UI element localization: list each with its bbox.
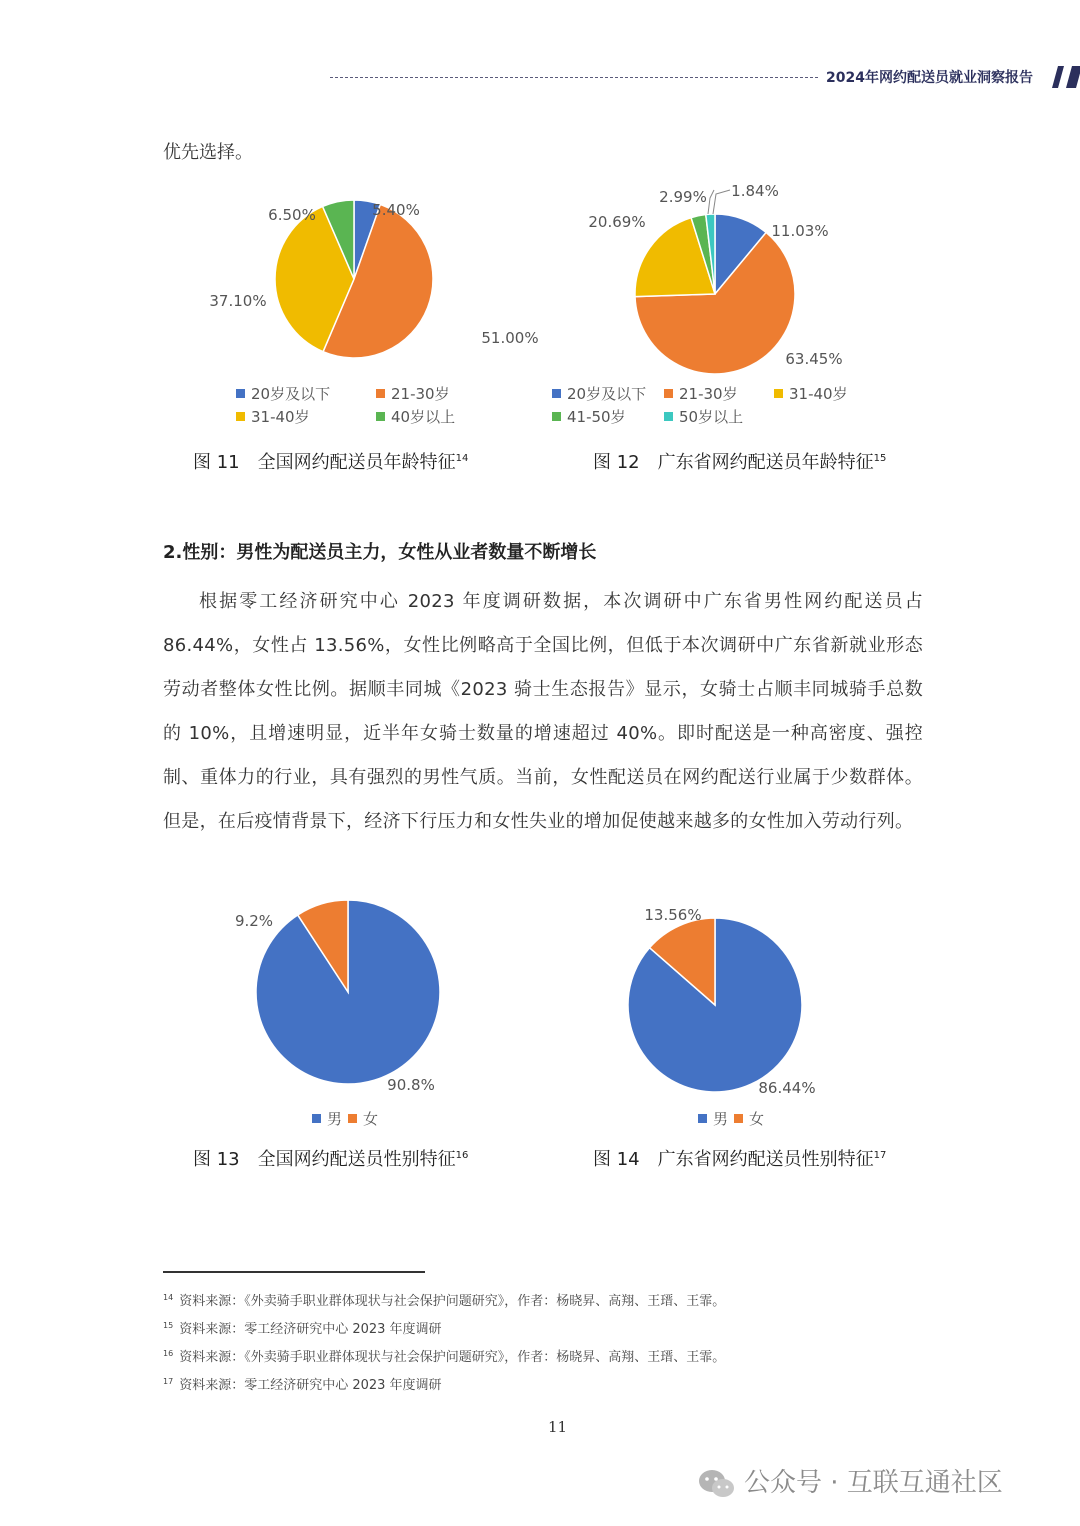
legend-item: 20岁及以下 [236, 383, 330, 404]
legend-item: 31-40岁 [774, 383, 848, 404]
slice-label: 2.99% [659, 188, 707, 206]
chart-11 [200, 180, 540, 390]
legend-11 [236, 383, 536, 433]
legend-14 [698, 1108, 818, 1130]
caption-13: 图 13 全国网约配送员性别特征$^{16}$ [193, 1149, 469, 1170]
legend-12 [552, 383, 882, 433]
legend-13 [312, 1108, 432, 1130]
slice-label: 11.03% [771, 222, 829, 240]
legend-item: 31-40岁 [236, 406, 310, 427]
pie-chart-13 [220, 895, 480, 1105]
chart-13 [220, 895, 480, 1105]
footnote: $^{16}$ 资料来源：《外卖骑手职业群体现状与社会保护问题研究》，作者：杨晓昇、高翔、王瑨、王霏。 [163, 1348, 726, 1365]
pie-chart-12 [580, 180, 880, 390]
slice-label: 20.69% [588, 213, 646, 231]
legend-item: 50岁以上 [664, 406, 743, 427]
footnote: $^{15}$ 资料来源：零工经济研究中心 2023 年度调研 [163, 1320, 442, 1337]
legend-item: 女 [348, 1108, 378, 1129]
legend-item: 女 [734, 1108, 764, 1129]
caption-12: 图 12 广东省网约配送员年龄特征$^{15}$ [593, 452, 887, 473]
lead-text: 优先选择。 [163, 142, 253, 163]
watermark: 公众号 · 互联互通社区 [698, 1462, 1003, 1500]
footnote: $^{17}$ 资料来源：零工经济研究中心 2023 年度调研 [163, 1376, 442, 1393]
leader-line [713, 190, 730, 214]
section-heading: 2.性别：男性为配送员主力，女性从业者数量不断增长 [163, 542, 597, 563]
wechat-icon [698, 1468, 736, 1500]
legend-item: 41-50岁 [552, 406, 626, 427]
caption-14: 图 14 广东省网约配送员性别特征$^{17}$ [593, 1149, 887, 1170]
header-rule [330, 77, 818, 78]
slice-label: 90.8% [387, 1076, 435, 1094]
slice-label: 51.00% [481, 329, 539, 347]
legend-item: 21-30岁 [376, 383, 450, 404]
header-slash-mark [1052, 66, 1080, 88]
slice-label: 13.56% [644, 906, 702, 924]
chart-12 [580, 180, 880, 390]
legend-item: 男 [312, 1108, 342, 1129]
page-number: 11 [548, 1418, 568, 1436]
footnote: $^{14}$ 资料来源：《外卖骑手职业群体现状与社会保护问题研究》，作者：杨晓昇、高翔、王瑨、王霏。 [163, 1292, 726, 1309]
footnote-rule [163, 1271, 425, 1273]
slice-label: 5.40% [372, 201, 420, 219]
slice-label: 86.44% [758, 1079, 816, 1097]
slice-label: 9.2% [234, 912, 274, 930]
pie-chart-11 [200, 180, 540, 390]
slice-label: 63.45% [785, 350, 843, 368]
legend-item: 21-30岁 [664, 383, 738, 404]
slice-label: 1.84% [731, 182, 779, 200]
slice-label: 37.10% [209, 292, 267, 310]
caption-11: 图 11 全国网约配送员年龄特征$^{14}$ [193, 452, 469, 473]
header-title: 2024年网约配送员就业洞察报告 [826, 70, 1033, 86]
legend-item: 男 [698, 1108, 728, 1129]
body-paragraph: 根据零工经济研究中心 2023 年度调研数据，本次调研中广东省男性网约配送员占86.44%，女性占 13.56%，女性比例略高于全国比例，但低于本次调研中广东省新就业形态劳动者整体女性比例。据顺丰同城《2023 骑士生态报告》显示，女骑士占顺丰同城骑手总数的 10%，且增速明显，近半年女骑士数量的增速超过 40%。即时配送是一种高密度、强控制、重体力的行业，具有强烈的男性气质。当前，女性配送员在网约配送行业属于少数群体。但是，在后疫情背景下，经济下行压力和女性失业的增加促使越来越多的女性加入劳动行列。 [163, 591, 923, 832]
chart-14 [600, 895, 860, 1105]
slice-label: 6.50% [268, 206, 316, 224]
legend-item: 20岁及以下 [552, 383, 646, 404]
pie-chart-14 [600, 895, 860, 1105]
legend-item: 40岁以上 [376, 406, 455, 427]
